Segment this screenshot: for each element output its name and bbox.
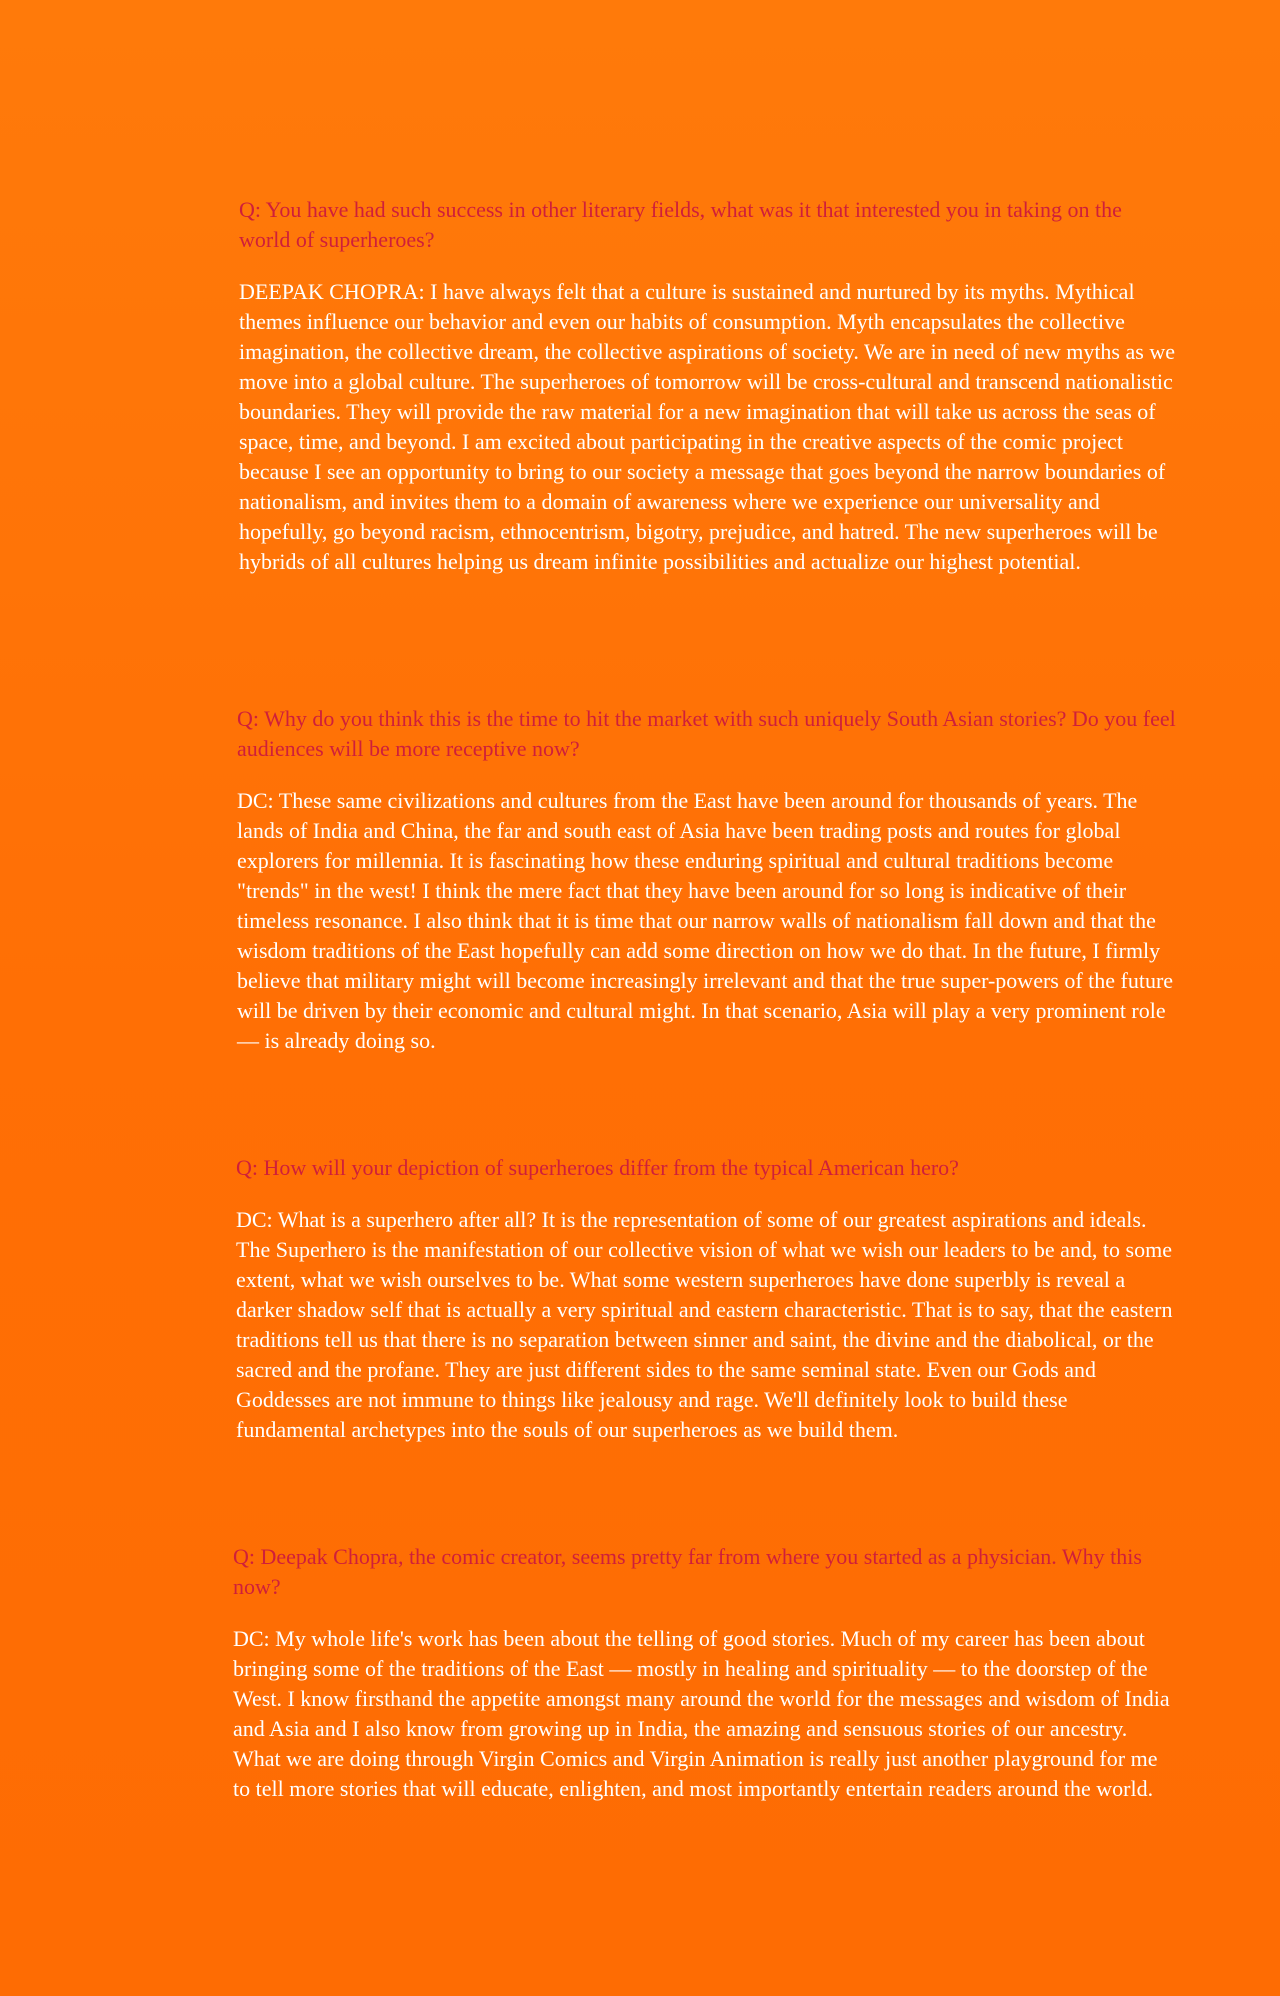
answer-text: DC: These same civilizations and cultures from the East have been around for thousands of years. The lands of India and China, the far and south east of Asia have been trading posts and routes for global explorers for millennia. It is fascinating how these enduring spiritual and cultural traditions become "trends" in the west! I think the mere fact that they have been around for so long is indicative of their timeless resonance. I also think that it is time that our narrow walls of nationalism fall down and that the wisdom traditions of the East hopefully can add some direction on how we do that. In the future, I firmly believe that military might will become increasingly irrelevant and that the true super-powers of the future will be driven by their economic and cultural might. In that scenario, Asia will play a very prominent role — is already doing so. bbox=[237, 788, 1174, 1053]
answer-text: DC: What is a superhero after all? It is the representation of some of our greatest aspirations and ideals. The Superhero is the manifestation of our collective vision of what we wish our leaders to be and, to some extent, what we wish ourselves to be. What some western superheroes have done superbly is reveal a darker shadow self that is actually a very spiritual and eastern characteristic. That is to say, that the eastern traditions tell us that there is no separation between sinner and saint, the divine and the diabolical, or the sacred and the profane. They are just different sides to the same seminal state. Even our Gods and Goddesses are not immune to things like jealousy and rage. We'll definitely look to build these fundamental archetypes into the souls of our superheroes as we build them. bbox=[236, 1207, 1173, 1442]
question-text: Q: You have had such success in other literary fields, what was it that interested you in taking on the world of superheroes? bbox=[239, 197, 1122, 252]
question-text: Q: Deepak Chopra, the comic creator, seems pretty far from where you started as a physician. Why this now? bbox=[233, 1544, 1142, 1599]
qa-block bbox=[233, 1542, 1177, 1804]
question-text: Q: How will your depiction of superheroes differ from the typical American hero? bbox=[236, 1155, 959, 1180]
qa-block bbox=[239, 195, 1177, 577]
qa-block bbox=[237, 704, 1177, 1056]
question-text: Q: Why do you think this is the time to hit the market with such uniquely South Asian stories? Do you feel audiences will be more receptive now? bbox=[237, 706, 1176, 761]
qa-block bbox=[236, 1153, 1177, 1445]
answer-text: DEEPAK CHOPRA: I have always felt that a culture is sustained and nurtured by its myths. Mythical themes influence our behavior and even our habits of consumption. Myth encapsulates the collective imagination, the collective dream, the collective aspirations of society. We are in need of new myths as we move into a global culture. The superheroes of tomorrow will be cross-cultural and transcend nationalistic boundaries. They will provide the raw material for a new imagination that will take us across the seas of space, time, and beyond. I am excited about participating in the creative aspects of the comic project because I see an opportunity to bring to our society a message that goes beyond the narrow boundaries of nationalism, and invites them to a domain of awareness where we experience our universality and hopefully, go beyond racism, ethnocentrism, bigotry, prejudice, and hatred. The new superheroes will be hybrids of all cultures helping us dream infinite possibilities and actualize our highest potential. bbox=[239, 279, 1175, 574]
answer-text: DC: My whole life's work has been about the telling of good stories. Much of my career has been about bringing some of the traditions of the East — mostly in healing and spirituality — to the doorstep of the West. I know firsthand the appetite amongst many around the world for the messages and wisdom of India and Asia and I also know from growing up in India, the amazing and sensuous stories of our ancestry. What we are doing through Virgin Comics and Virgin Animation is really just another playground for me to tell more stories that will educate, enlighten, and most importantly entertain readers around the world. bbox=[233, 1626, 1170, 1801]
